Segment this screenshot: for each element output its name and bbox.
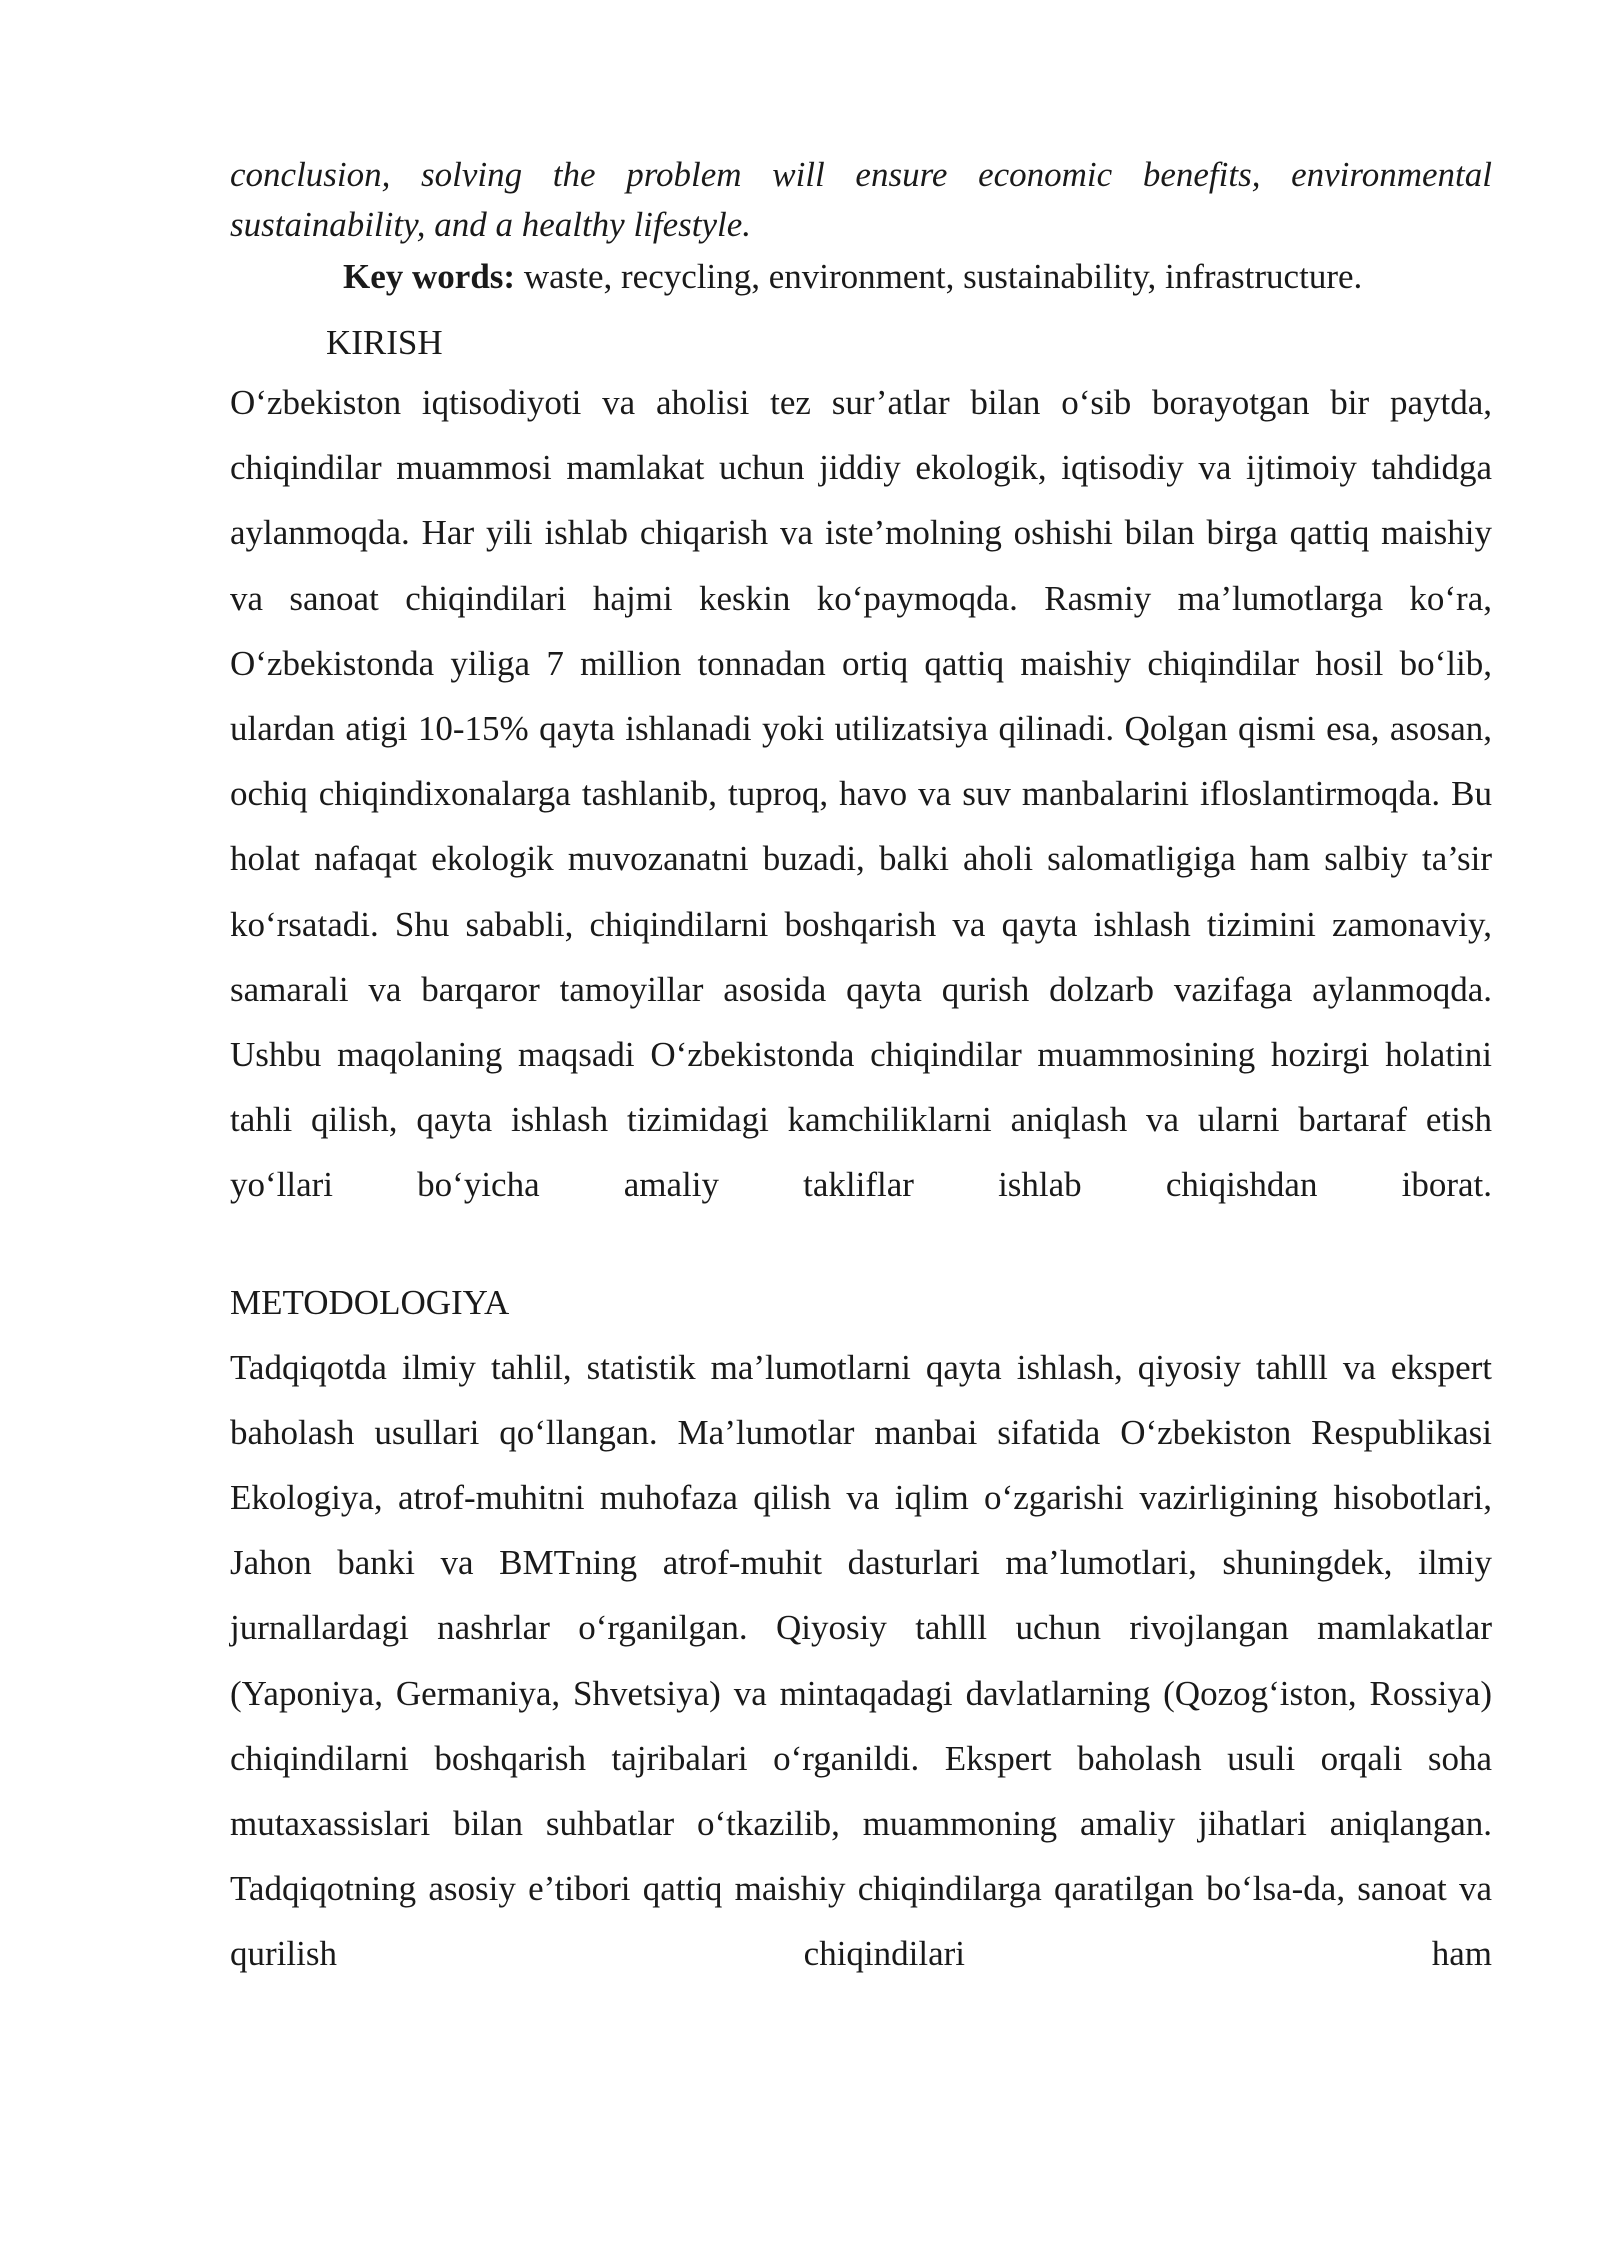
abstract-conclusion-text: conclusion, solving the problem will ensure economic benefits, environmental sustainability, and a healthy lifestyle.: [230, 155, 1492, 244]
methodology-paragraph: Tadqiqotda ilmiy tahlil, statistik ma’lumotlarni qayta ishlash, qiyosiy tahlll va ekspert baholash usullari qo‘llangan. Ma’lumotlar manbai sifatida O‘zbekiston Respublikasi Ekologiya, atrof-muhitni muhofaza qilish va iqlim o‘zgarishi vazirligining hisobotlari, Jahon banki va BMTning atrof-muhit dasturlari ma’lumotlari, shuningdek, ilmiy jurnallardagi nashrlar o‘rganilgan. Qiyosiy tahlll uchun rivojlangan mamlakatlar (Yaponiya, Germaniya, Shvetsiya) va mintaqadagi davlatlarning (Qozog‘iston, Rossiya) chiqindilarni boshqarish tajribalari o‘rganildi. Ekspert baholash usuli orqali soha mutaxassislari bilan suhbatlar o‘tkazilib, muammoning amaliy jihatlari aniqlangan. Tadqiqotning asosiy e’tibori qattiq maishiy chiqindilarga qaratilgan bo‘lsa-da, sanoat va qurilish chiqindilari ham: [230, 1347, 1492, 1974]
section-heading-methodology: METODOLOGIYA: [230, 1282, 510, 1322]
document-page: [230, 150, 1492, 1987]
keywords-line: [230, 252, 1492, 302]
introduction-paragraph: O‘zbekiston iqtisodiyoti va aholisi tez sur’atlar bilan o‘sib borayotgan bir paytda, chiqindilar muammosi mamlakat uchun jiddiy ekologik, iqtisodiy va ijtimoiy tahdidga aylanmoqda. Har yili ishlab chiqarish va iste’molning oshishi bilan birga qattiq maishiy va sanoat chiqindilari hajmi keskin ko‘paymoqda. Rasmiy ma’lumotlarga ko‘ra, O‘zbekistonda yiliga 7 million tonnadan ortiq qattiq maishiy chiqindilar hosil bo‘lib, ulardan atigi 10-15% qayta ishlanadi yoki utilizatsiya qilinadi. Qolgan qismi esa, asosan, ochiq chiqindixonalarga tashlanib, tuproq, havo va suv manbalarini ifloslantirmoqda. Bu holat nafaqat ekologik muvozanatni buzadi, balki aholi salomatligiga ham salbiy ta’sir ko‘rsatadi. Shu sababli, chiqindilarni boshqarish va qayta ishlash tizimini zamonaviy, samarali va barqaror tamoyillar asosida qayta qurish dolzarb vazifaga aylanmoqda. Ushbu maqolaning maqsadi O‘zbekistonda chiqindilar muammosining hozirgi holatini tahli qilish, qayta ishlash tizimidagi kamchiliklarni aniqlash va ularni bartaraf etish yo‘llari bo‘yicha amaliy takliflar ishlab chiqishdan iborat.: [230, 383, 1492, 1205]
section-heading-introduction: KIRISH: [326, 323, 443, 362]
keywords-label: Key words:: [343, 257, 516, 296]
keywords-text: waste, recycling, environment, sustainability, infrastructure.: [515, 257, 1363, 296]
